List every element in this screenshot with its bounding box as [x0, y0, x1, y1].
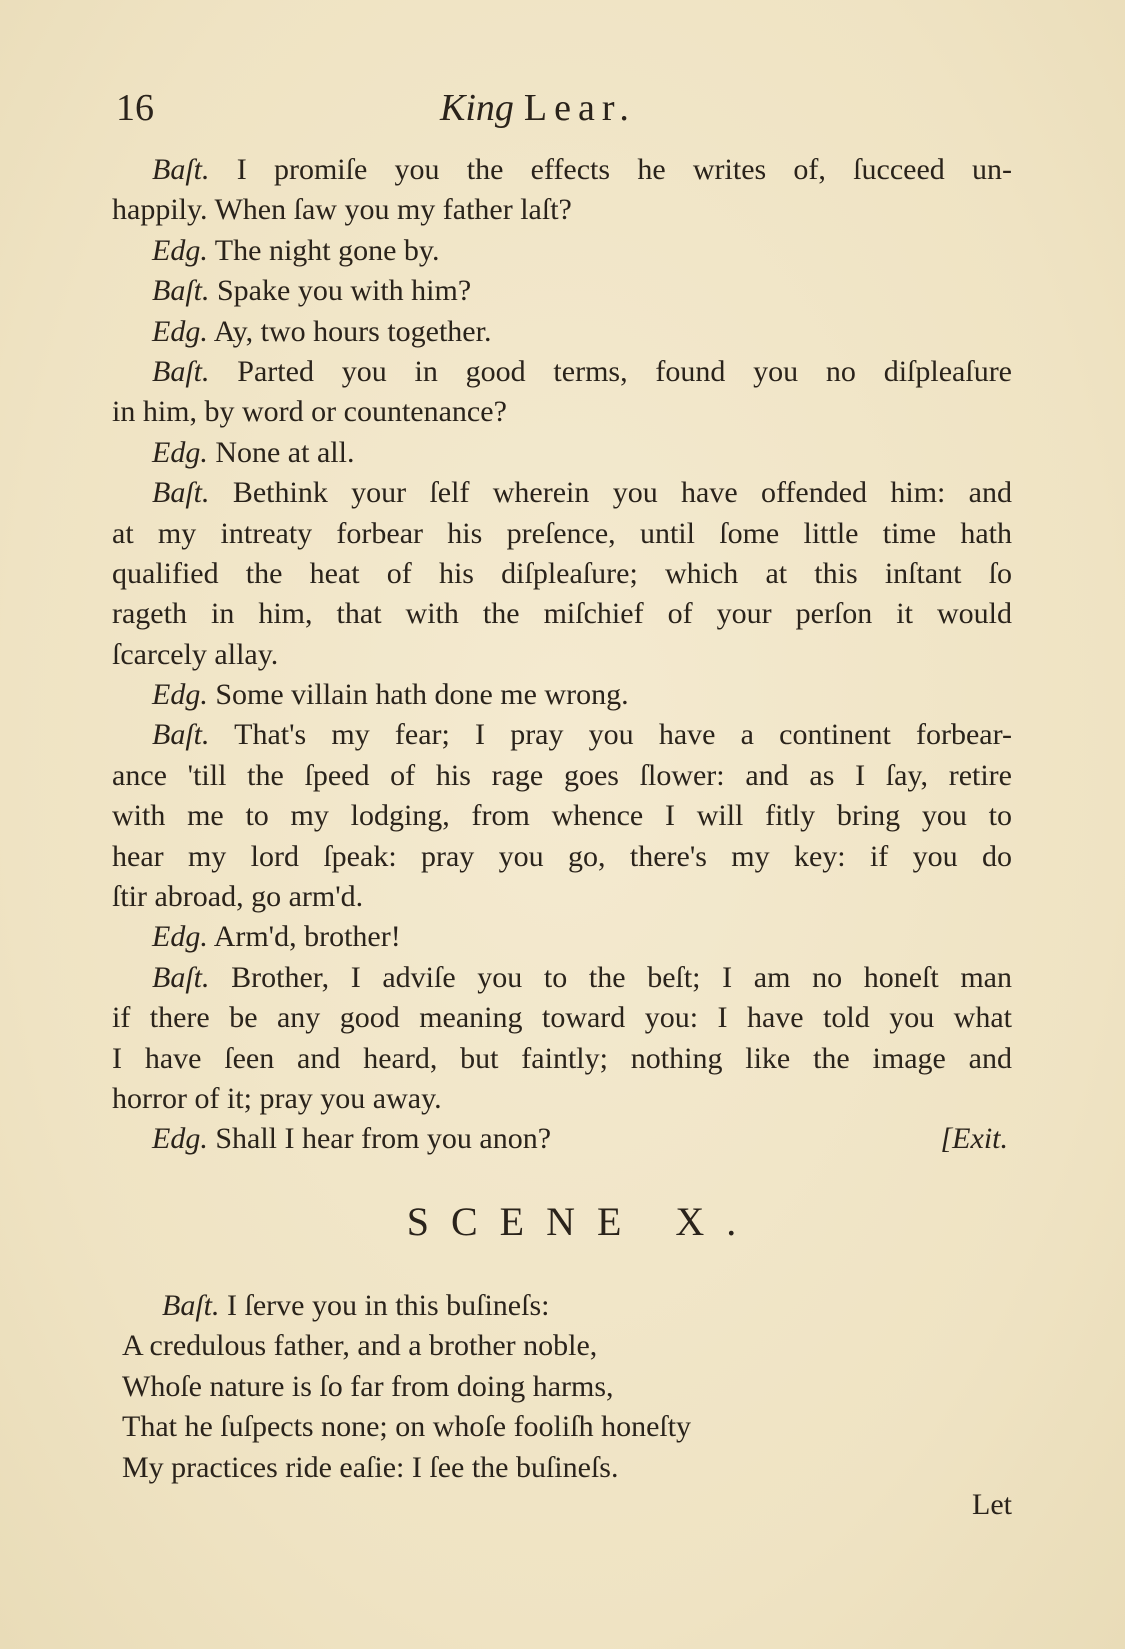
stage-direction: [Exit.	[940, 1122, 1008, 1156]
line-text: That he ſuſpects none; on whoſe fooliſh honeſty	[122, 1410, 692, 1444]
line-text: ſcarcely allay.	[112, 637, 279, 671]
line-text: Ay, two hours together.	[213, 314, 492, 348]
text-line	[112, 998, 1012, 1038]
text-line	[122, 1286, 1022, 1326]
text-line	[112, 473, 1012, 513]
line-text: Spake you with him?	[217, 274, 472, 308]
speaker-name: Baſt.	[152, 476, 210, 510]
text-line	[112, 917, 1012, 957]
text-line	[112, 231, 1012, 271]
speaker-name: Baſt.	[152, 718, 210, 752]
line-text: The night gone by.	[214, 233, 440, 267]
exit-line	[112, 1119, 1012, 1159]
text-line	[112, 392, 1012, 432]
text-line	[112, 1039, 1012, 1079]
text-line	[112, 958, 1012, 998]
text-line	[112, 514, 1012, 554]
text-line	[112, 271, 1012, 311]
catchword: Let	[972, 1488, 1012, 1521]
running-title	[440, 86, 636, 130]
line-text: ance 'till the ſpeed of his rage goes ſlower: and as I ſay, retire	[112, 758, 1012, 792]
text-line	[112, 796, 1012, 836]
line-text: Bethink your ſelf wherein you have offended him: and	[232, 476, 1013, 510]
speaker-name: Edg.	[152, 233, 208, 267]
running-title-caps-text: Lear.	[523, 87, 636, 129]
text-line	[112, 433, 1012, 473]
text-line	[122, 1367, 1022, 1407]
speaker-name: Baſt.	[152, 354, 210, 388]
speaker-name: Baſt.	[152, 153, 210, 186]
text-line	[112, 675, 1012, 715]
scene-heading: SCENE X.	[406, 1199, 759, 1244]
line-text: horror of it; pray you away.	[112, 1081, 442, 1115]
verse-block	[122, 1286, 1022, 1488]
dialogue-block	[112, 150, 1012, 1160]
text-line	[112, 877, 1012, 917]
speaker-name: Edg.	[152, 314, 208, 348]
text-line	[112, 756, 1012, 796]
line-text: in him, by word or countenance?	[112, 395, 507, 429]
speaker-name: Edg.	[152, 435, 208, 469]
line-text: qualified the heat of his diſpleaſure; which at this inſtant ſo	[112, 556, 1012, 590]
speaker-name: Edg.	[152, 920, 208, 954]
text-line	[122, 1326, 1022, 1366]
running-title-italic: King	[440, 87, 514, 129]
speaker-name: Edg.	[152, 1122, 208, 1156]
line-text: Whoſe nature is ſo far from doing harms,	[122, 1369, 614, 1403]
text-line	[112, 554, 1012, 594]
running-title-caps	[524, 87, 636, 129]
text-line	[112, 150, 1012, 190]
line-text: at my intreaty forbear his preſence, until ſome little time hath	[112, 516, 1012, 550]
text-line	[122, 1407, 1022, 1447]
line-text: I have ſeen and heard, but faintly; nothing like the image and	[112, 1041, 1012, 1075]
speaker-name: Baſt.	[152, 274, 210, 308]
text-line	[122, 1448, 1022, 1488]
line-text: rageth in him, that with the miſchief of your perſon it would	[112, 597, 1012, 631]
line-text: Shall I hear from you anon?	[215, 1122, 552, 1156]
text-line	[112, 715, 1012, 755]
text-line	[112, 837, 1012, 877]
line-text: A credulous father, and a brother noble,	[122, 1329, 598, 1363]
speaker-name: Baſt.	[162, 1289, 220, 1322]
text-line	[112, 594, 1012, 634]
line-text: with me to my lodging, from whence I will fitly bring you to	[112, 799, 1012, 833]
line-text: I ſerve you in this buſineſs:	[227, 1289, 550, 1322]
speaker-name: Baſt.	[152, 960, 210, 994]
line-text: I promiſe you the effects he writes of, ſucceed un-	[236, 153, 1012, 186]
exit-line-speech	[152, 1119, 551, 1159]
line-text: My practices ride eaſie: I ſee the buſineſs.	[122, 1450, 619, 1484]
line-text: Brother, I adviſe you to the beſt; I am no honeſt man	[231, 960, 1012, 994]
text-line	[112, 190, 1012, 230]
line-text: hear my lord ſpeak: pray you go, there's my key: if you do	[112, 839, 1012, 873]
line-text: Some villain hath done me wrong.	[215, 678, 629, 712]
line-text: happily. When ſaw you my father laſt?	[112, 193, 572, 227]
line-text: ſtir abroad, go arm'd.	[112, 880, 364, 914]
text-line	[112, 312, 1012, 352]
page-number: 16	[116, 87, 154, 129]
line-text: Parted you in good terms, found you no diſpleaſure	[237, 354, 1012, 388]
line-text: if there be any good meaning toward you: I have told you what	[112, 1001, 1012, 1035]
running-head	[0, 86, 1125, 136]
line-text: None at all.	[215, 435, 355, 469]
speaker-name: Edg.	[152, 678, 208, 712]
line-text: That's my fear; I pray you have a continent forbear-	[234, 718, 1012, 752]
line-text: Arm'd, brother!	[213, 920, 401, 954]
text-line	[112, 635, 1012, 675]
text-line	[112, 1079, 1012, 1119]
text-line	[112, 352, 1012, 392]
